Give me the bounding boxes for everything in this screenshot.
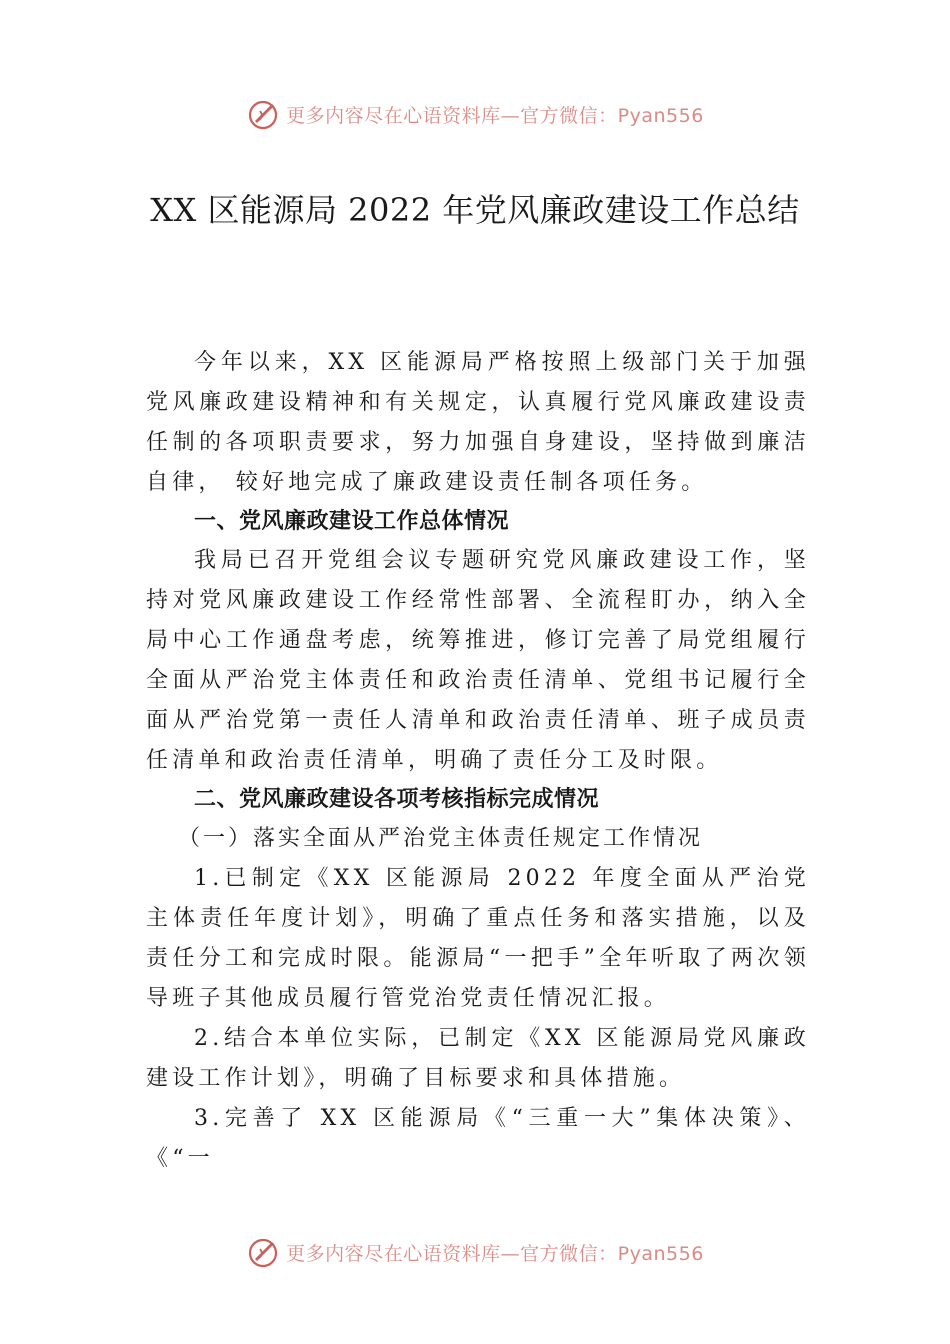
watermark-text: 更多内容尽在心语资料库—官方微信：Pyan556 bbox=[286, 104, 704, 127]
section-2-subheading-1: （一）落实全面从严治党主体责任规定工作情况 bbox=[178, 826, 704, 851]
watermark-wechat-id: Pyan556 bbox=[617, 1242, 704, 1265]
section-2-heading: 二、党风廉政建设各项考核指标完成情况 bbox=[194, 787, 600, 812]
watermark-footer bbox=[0, 1232, 950, 1272]
item-1-paragraph: 1.已制定《XX 区能源局 2022 年度全面从严治党主体责任年度计划》，明确了重点任务和落实措施，以及责任分工和完成时限。能源局“一把手”全年听取了两次领导班子其他成员履行管党治党责任情况汇报。 bbox=[146, 866, 810, 1011]
document-title: XX 区能源局 2022 年党风廉政建设工作总结 bbox=[150, 191, 800, 229]
section-1-paragraph: 我局已召开党组会议专题研究党风廉政建设工作，坚持对党风廉政建设工作经常性部署、全流程盯办，纳入全局中心工作通盘考虑，统筹推进，修订完善了局党组履行全面从严治党主体责任和政治责任清单、党组书记履行全面从严治党第一责任人清单和政治责任清单、班子成员责任清单和政治责任清单，明确了责任分工及时限。 bbox=[146, 548, 810, 773]
section-1-heading: 一、党风廉政建设工作总体情况 bbox=[194, 509, 510, 534]
watermark-text: 更多内容尽在心语资料库—官方微信：Pyan556 bbox=[286, 1242, 704, 1265]
item-3-paragraph: 3.完善了 XX 区能源局《“三重一大”集体决策》、《“一 bbox=[146, 1106, 810, 1171]
watermark-header bbox=[0, 94, 950, 134]
intro-paragraph: 今年以来，XX 区能源局严格按照上级部门关于加强党风廉政建设精神和有关规定，认真履行党风廉政建设责任制的各项职责要求，努力加强自身建设，坚持做到廉洁自律， 较好地完成了廉政建设责任制各项任务。 bbox=[146, 350, 810, 495]
document-body bbox=[146, 343, 810, 1179]
quill-seal-icon bbox=[246, 1235, 280, 1269]
quill-seal-icon bbox=[246, 97, 280, 131]
watermark-wechat-id: Pyan556 bbox=[617, 104, 704, 127]
item-2-paragraph: 2.结合本单位实际，已制定《XX 区能源局党风廉政建设工作计划》，明确了目标要求和具体措施。 bbox=[146, 1026, 810, 1091]
